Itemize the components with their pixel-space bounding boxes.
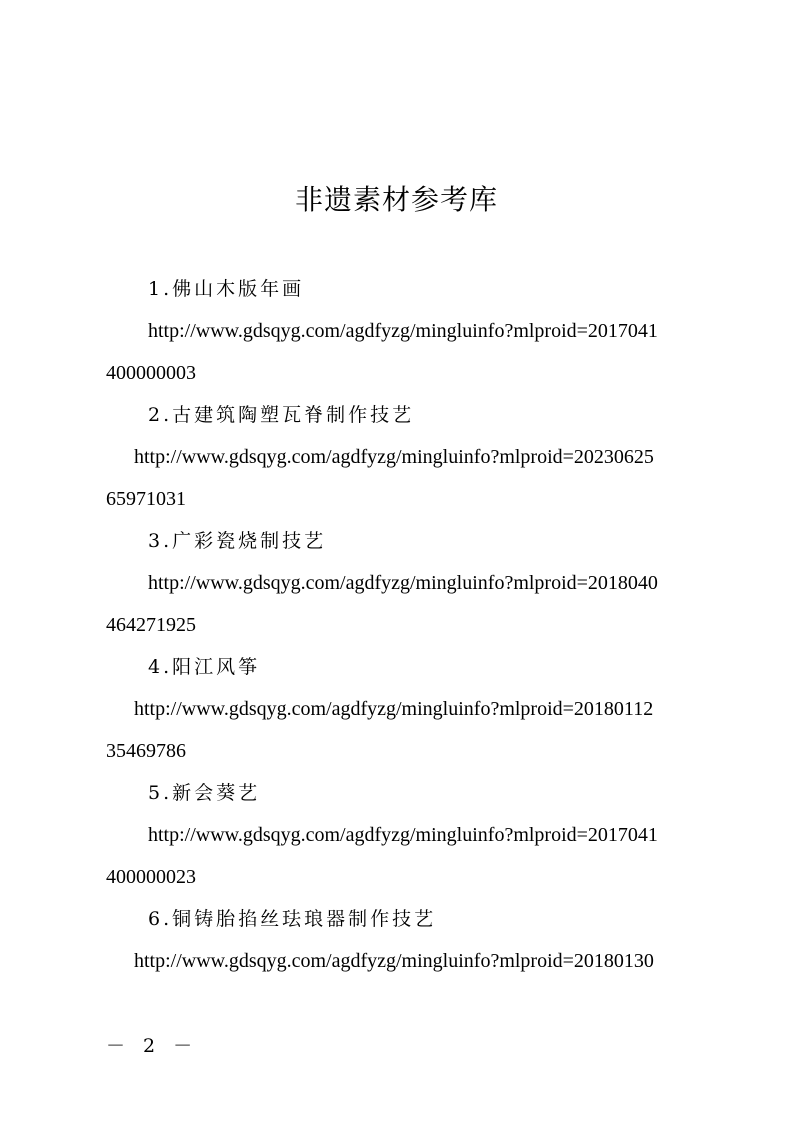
entry-url-6[interactable]: http://www.gdsqyg.com/agdfyzg/mingluinfo?mlproid=20180130 — [134, 950, 654, 972]
entry-title-6: 6.铜铸胎掐丝珐琅器制作技艺 — [148, 908, 437, 930]
document-title: 非遗素材参考库 — [294, 183, 498, 216]
entry-title-2: 2.古建筑陶塑瓦脊制作技艺 — [148, 404, 415, 426]
entry-title-1: 1.佛山木版年画 — [148, 278, 305, 300]
entry-url-4[interactable]: http://www.gdsqyg.com/agdfyzg/mingluinfo?mlproid=20180112 — [134, 698, 654, 720]
entry-url-5[interactable]: http://www.gdsqyg.com/agdfyzg/mingluinfo?mlproid=2017041 — [148, 824, 658, 846]
entry-title-4: 4.阳江风筝 — [148, 656, 261, 678]
entry-url-3[interactable]: http://www.gdsqyg.com/agdfyzg/mingluinfo?mlproid=2018040 — [148, 572, 658, 594]
entry-url-1-continued[interactable]: 400000003 — [106, 362, 196, 384]
entry-url-1[interactable]: http://www.gdsqyg.com/agdfyzg/mingluinfo?mlproid=2017041 — [148, 320, 658, 342]
page-number: － 2 － — [106, 1035, 199, 1057]
entry-url-2[interactable]: http://www.gdsqyg.com/agdfyzg/mingluinfo?mlproid=20230625 — [134, 446, 654, 468]
entry-title-5: 5.新会葵艺 — [148, 782, 261, 804]
entry-url-5-continued[interactable]: 400000023 — [106, 866, 196, 888]
entry-url-4-continued[interactable]: 35469786 — [106, 740, 186, 762]
entry-url-2-continued[interactable]: 65971031 — [106, 488, 186, 510]
entry-title-3: 3.广彩瓷烧制技艺 — [148, 530, 327, 552]
entry-url-3-continued[interactable]: 464271925 — [106, 614, 196, 636]
